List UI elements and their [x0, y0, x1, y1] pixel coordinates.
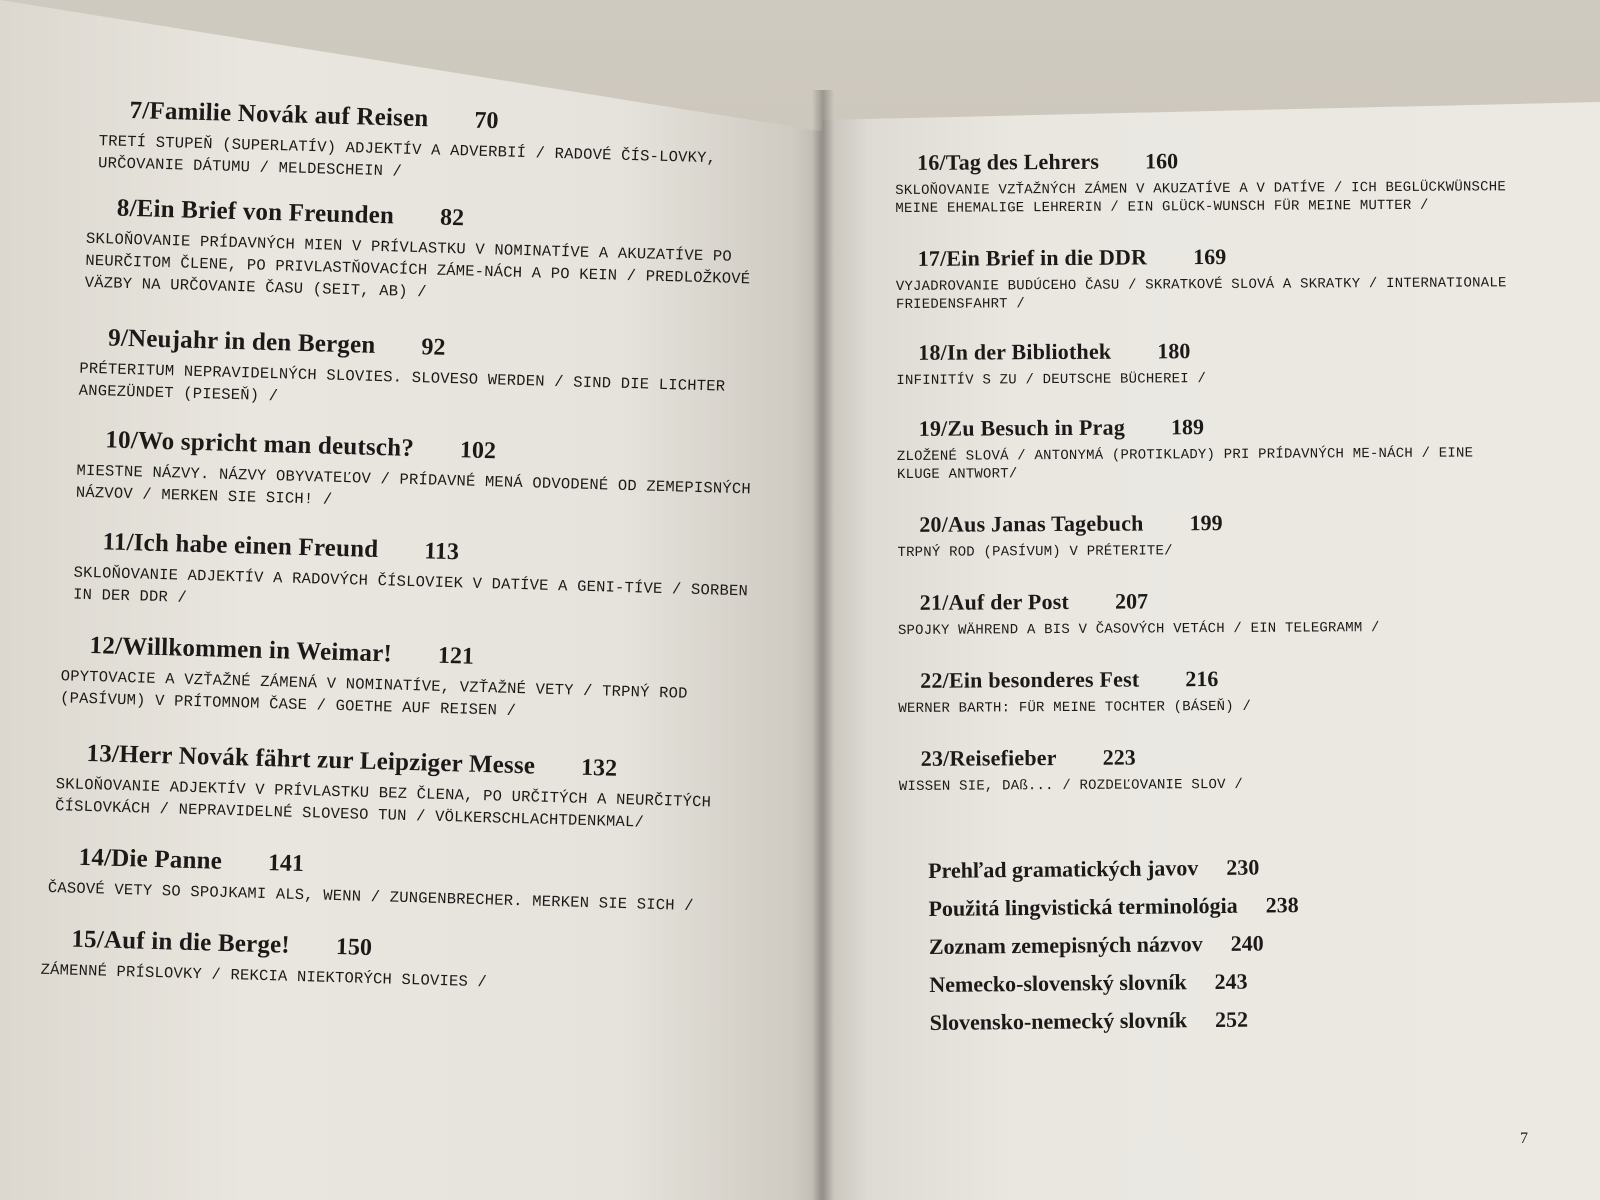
chapter-page: 132 [580, 754, 618, 782]
chapter-description: WERNER BARTH: FÜR MEINE TOCHTER (BÁSEŇ) / [898, 698, 1252, 717]
appendix-item [929, 967, 1449, 998]
chapter-description: ČASOVÉ VETY SO SPOJKAMI ALS, WENN / ZUNGENBRECHER. MERKEN SIE SICH / [47, 878, 694, 916]
chapter-title: 17/Ein Brief in die DDR [917, 244, 1148, 271]
chapter-description: ZÁMENNÉ PRÍSLOVKY / REKCIA NIEKTORÝCH SLOVIES / [40, 960, 488, 992]
chapter-page: 216 [1185, 666, 1219, 692]
chapter-description: PRÉTERITUM NEPRAVIDELNÝCH SLOVIES. SLOVESO WERDEN / SIND DIE LICHTER ANGEZÜNDET (PIESEŇ) / [78, 359, 726, 406]
toc-entry [75, 426, 771, 523]
chapter-title: 7/Familie Novák auf Reisen [129, 96, 429, 133]
toc-entry [78, 324, 773, 421]
chapter-page: 169 [1193, 243, 1227, 270]
chapter-title: 16/Tag des Lehrers [916, 148, 1100, 175]
appendix-page: 240 [1230, 930, 1264, 956]
chapter-page: 180 [1157, 338, 1191, 364]
chapter-page: 199 [1189, 510, 1223, 536]
chapter-page: 121 [437, 642, 475, 670]
chapter-title: 11/Ich habe einen Freund [102, 528, 379, 564]
toc-entry [898, 664, 1513, 718]
chapter-description: TRPNÝ ROD (PASÍVUM) V PRÉTERITE/ [897, 543, 1173, 561]
chapter-description: TRETÍ STUPEŇ (SUPERLATÍV) ADJEKTÍV A ADVERBIÍ / RADOVÉ ČÍS-LOVKY, URČOVANIE DÁTUMU / MELDESCHEIN / [97, 132, 717, 181]
toc-entry [54, 740, 762, 837]
appendix-page: 243 [1214, 968, 1248, 995]
appendix-title: Nemecko-slovenský slovník [929, 969, 1187, 997]
appendix-item [928, 853, 1448, 884]
chapter-page: 207 [1114, 588, 1149, 614]
chapter-description: MIESTNE NÁZVY. NÁZVY OBYVATEĽOV / PRÍDAVNÉ MENÁ ODVODENÉ OD ZEMEPISNÝCH NÁZVOV / MERKEN SIE SICH! / [75, 461, 752, 509]
chapter-title: 8/Ein Brief von Freunden [116, 194, 395, 230]
toc-entry [898, 742, 1514, 796]
chapter-description: OPYTOVACIE A VZŤAŽNÉ ZÁMENÁ V NOMINATÍVE, VZŤAŽNÉ VETY / TRPNÝ ROD (PASÍVUM) V PRÍTOMNOM ČASE / GOETHE AUF REISEN / [59, 667, 688, 720]
chapter-description: INFINITÍV S ZU / DEUTSCHE BÜCHEREI / [896, 371, 1207, 389]
chapter-page: 223 [1102, 744, 1136, 770]
chapter-title: 9/Neujahr in den Bergen [107, 324, 376, 359]
appendix-page: 238 [1265, 892, 1299, 918]
chapter-page: 160 [1145, 148, 1179, 174]
toc-entry [59, 632, 765, 729]
right-contents-column [895, 146, 1514, 796]
chapter-title: 18/In der Bibliothek [918, 338, 1112, 365]
toc-entry [72, 528, 768, 625]
chapter-description: SKLOŇOVANIE VZŤAŽNÝCH ZÁMEN V AKUZATÍVE A V DATÍVE / ICH BEGLÜCKWÜNSCHE MEINE EHEMALIGE LEHRERIN / EIN GLÜCK-WUNSCH FÜR MEINE MUTTER / [895, 179, 1506, 217]
chapter-description: WISSEN SIE, DAß... / ROZDEĽOVANIE SLOV / [898, 776, 1243, 795]
chapter-title: 22/Ein besonderes Fest [920, 666, 1140, 693]
chapter-page: 92 [421, 334, 446, 361]
chapter-description: VYJADROVANIE BUDÚCEHO ČASU / SKRATKOVÉ SLOVÁ A SKRATKY / INTERNATIONALE FRIEDENSFAHRT / [895, 275, 1507, 313]
toc-entry [897, 508, 1512, 562]
appendix-title: Použitá lingvistická terminológia [928, 892, 1238, 921]
toc-entry [47, 843, 759, 919]
chapter-description: SKLOŇOVANIE PRÍDAVNÝCH MIEN V PRÍVLASTKU V NOMINATÍVE A AKUZATÍVE PO NEURČITOM ČLENE, PO PRIVLASTŇOVACÍCH ZÁME-NÁCH A PO KEIN / PREDLOŽKOVÉ VÄZBY NA URČOVANIE ČASU (SEIT, AB) / [84, 229, 751, 302]
book-gutter [812, 90, 834, 1200]
chapter-title: 10/Wo spricht man deutsch? [105, 426, 415, 463]
appendix-page: 230 [1226, 854, 1260, 880]
chapter-description: ZLOŽENÉ SLOVÁ / ANTONYMÁ (PROTIKLADY) PRI PRÍDAVNÝCH ME-NÁCH / EINE KLUGE ANTWORT/ [896, 445, 1474, 483]
chapter-title: 15/Auf in die Berge! [71, 925, 291, 959]
chapter-title: 12/Willkommen in Weimar! [89, 632, 393, 668]
chapter-page: 189 [1170, 414, 1205, 440]
toc-entry [897, 586, 1513, 640]
chapter-description: SPOJKY WÄHREND A BIS V ČASOVÝCH VETÁCH / EIN TELEGRAMM / [897, 620, 1380, 639]
chapter-title: 19/Zu Besuch in Prag [918, 414, 1126, 441]
appendix-title: Zoznam zemepisných názvov [928, 931, 1203, 959]
chapter-description: SKLOŇOVANIE ADJEKTÍV V PRÍVLASTKU BEZ ČLENA, PO URČITÝCH A NEURČITÝCH ČÍSLOVKÁCH / NEPRAVIDELNÉ SLOVESO TUN / VÖLKERSCHLACHTDENKMAL/ [54, 775, 712, 832]
chapter-page: 70 [474, 107, 499, 135]
page-number: 7 [1520, 1130, 1528, 1147]
chapter-page: 150 [335, 934, 373, 962]
toc-entry [84, 194, 777, 313]
appendix-list [928, 853, 1450, 1048]
appendix-title: Prehľad gramatických javov [928, 855, 1199, 883]
chapter-page: 82 [439, 204, 465, 232]
appendix-title: Slovensko-nemecký slovník [929, 1007, 1188, 1035]
chapter-title: 20/Aus Janas Tagebuch [919, 510, 1144, 537]
chapter-title: 23/Reisefieber [920, 745, 1057, 771]
appendix-item [929, 929, 1449, 960]
chapter-title: 21/Auf der Post [919, 588, 1070, 615]
chapter-page: 141 [267, 850, 305, 878]
appendix-item [930, 1005, 1450, 1036]
appendix-page: 252 [1214, 1006, 1249, 1033]
toc-entry [896, 336, 1511, 390]
left-contents-column [35, 95, 779, 1001]
toc-entry [896, 412, 1512, 484]
toc-entry [895, 242, 1511, 314]
appendix-item [928, 891, 1448, 922]
chapter-title: 13/Herr Novák fährt zur Leipziger Messe [86, 740, 536, 780]
chapter-page: 113 [423, 538, 460, 566]
toc-entry [895, 146, 1510, 218]
chapter-description: SKLOŇOVANIE ADJEKTÍV A RADOVÝCH ČÍSLOVIEK V DATÍVE A GENI-TÍVE / SORBEN IN DER DDR / [72, 563, 749, 607]
chapter-title: 14/Die Panne [78, 843, 223, 875]
chapter-page: 102 [459, 437, 497, 465]
